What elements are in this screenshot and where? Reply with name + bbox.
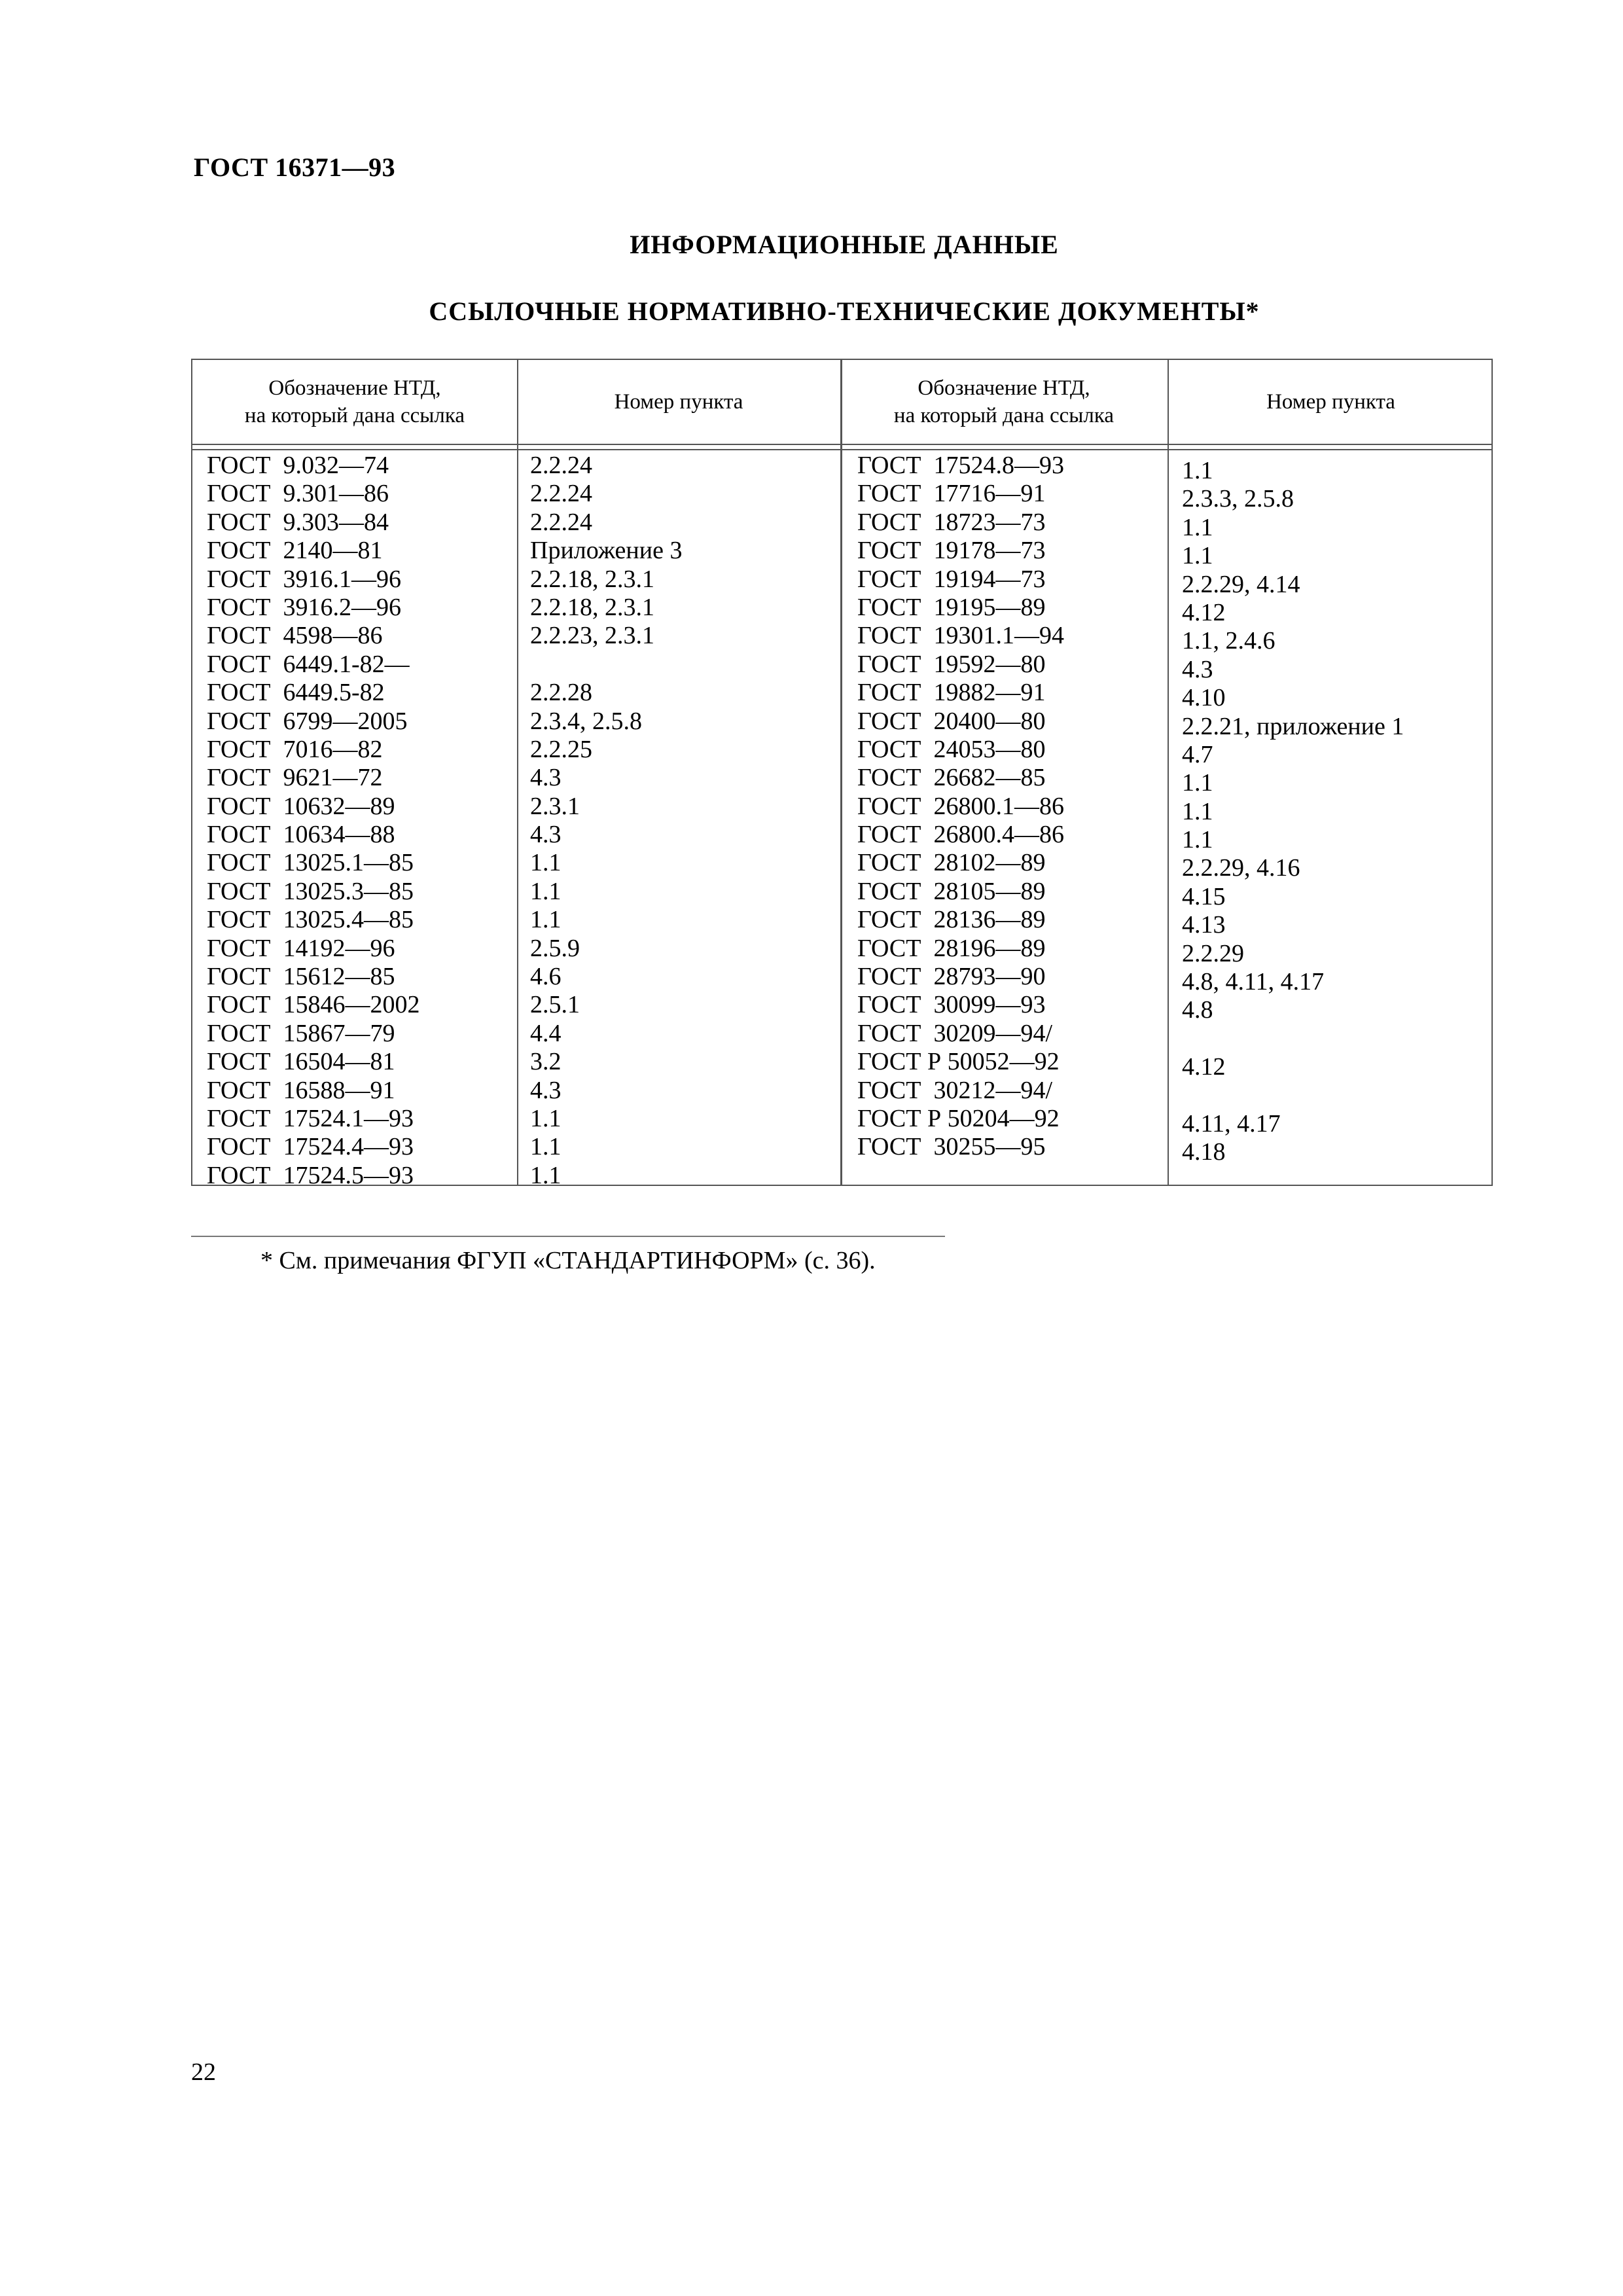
designation-cell: ГОСТ 15612—85 [207, 963, 395, 991]
designation-cell: ГОСТ 17524.5—93 [207, 1161, 414, 1189]
designation-cell: ГОСТ 26800.1—86 [857, 792, 1064, 820]
designation-cell: ГОСТ 3916.1—96 [207, 565, 401, 593]
clause-cell: 2.2.18, 2.3.1 [530, 593, 654, 621]
designation-cell: ГОСТ 19178—73 [857, 537, 1046, 565]
designation-cell: ГОСТ 19194—73 [857, 565, 1046, 593]
designation-cell: ГОСТ 13025.3—85 [207, 877, 414, 905]
clause-cell: 1.1 [1182, 542, 1213, 570]
footnote: * См. примечания ФГУП «СТАНДАРТИНФОРМ» (с. 36). [260, 1247, 876, 1274]
column-divider [1168, 360, 1169, 1185]
designation-cell: ГОСТ 19195—89 [857, 593, 1046, 621]
clause-cell: 2.2.24 [530, 480, 592, 508]
header-double-rule [192, 444, 1491, 450]
designation-cell: ГОСТ 15846—2002 [207, 991, 420, 1019]
designation-cell: ГОСТ 10632—89 [207, 792, 395, 820]
clause-cell: 1.1 [530, 1161, 562, 1189]
clause-cell [1182, 1025, 1404, 1053]
clause-cell: 1.1 [1182, 797, 1213, 825]
designation-cell: ГОСТ 9.303—84 [207, 508, 389, 536]
clause-cell: 2.2.29, 4.16 [1182, 854, 1300, 882]
designation-cell: ГОСТ 28793—90 [857, 963, 1046, 991]
clause-cell: 4.3 [1182, 655, 1213, 683]
designation-cell: ГОСТ 28136—89 [857, 906, 1046, 934]
right-clause-column [1182, 457, 1404, 1167]
designation-cell: ГОСТ 19592—80 [857, 650, 1046, 678]
designation-cell: ГОСТ 20400—80 [857, 707, 1046, 735]
designation-cell: ГОСТ 16588—91 [207, 1076, 395, 1104]
designation-cell: ГОСТ 15867—79 [207, 1019, 395, 1047]
designation-cell: ГОСТ 26682—85 [857, 764, 1046, 792]
clause-cell: 1.1 [530, 1104, 562, 1132]
designation-cell: ГОСТ 9.032—74 [207, 452, 389, 479]
designation-cell: ГОСТ 17524.8—93 [857, 452, 1064, 479]
designation-cell: ГОСТ 26800.4—86 [857, 821, 1064, 849]
clause-cell: 4.11, 4.17 [1182, 1109, 1281, 1138]
clause-cell: 4.8, 4.11, 4.17 [1182, 968, 1325, 996]
clause-cell: 4.18 [1182, 1138, 1226, 1166]
clause-cell [1182, 1082, 1404, 1110]
designation-cell: ГОСТ 28105—89 [857, 877, 1046, 905]
clause-cell: 4.15 [1182, 882, 1226, 910]
header-designation-line2: на который дана ссылка [244, 404, 465, 427]
designation-cell: ГОСТ 30209—94/ [857, 1019, 1053, 1047]
clause-cell: 1.1 [1182, 769, 1213, 797]
clause-cell: 2.2.24 [530, 508, 592, 536]
document-code: ГОСТ 16371—93 [194, 152, 396, 182]
header-clause-right: Номер пункта [1266, 390, 1395, 414]
clause-cell: 1.1 [1182, 513, 1213, 541]
designation-cell: ГОСТ 2140—81 [207, 537, 383, 565]
right-designation-column [857, 452, 1064, 1162]
designation-cell: ГОСТ 17524.1—93 [207, 1104, 414, 1132]
references-table [191, 359, 1493, 1189]
designation-cell: ГОСТ 24053—80 [857, 735, 1046, 763]
designation-cell: ГОСТ 30255—95 [857, 1133, 1046, 1161]
clause-cell: 4.6 [530, 963, 562, 991]
clause-cell: 4.3 [530, 821, 562, 849]
clause-cell: 2.2.29, 4.14 [1182, 570, 1300, 598]
page-number: 22 [191, 2058, 216, 2086]
clause-cell: 2.2.21, приложение 1 [1182, 712, 1404, 740]
clause-cell: 4.3 [530, 764, 562, 792]
clause-cell: 1.1, 2.4.6 [1182, 627, 1275, 655]
clause-cell: 4.10 [1182, 684, 1226, 712]
designation-cell: ГОСТ 7016—82 [207, 735, 383, 763]
designation-cell: ГОСТ 17524.4—93 [207, 1133, 414, 1161]
designation-cell: ГОСТ 30099—93 [857, 991, 1046, 1019]
clause-cell: 3.2 [530, 1048, 562, 1076]
clause-cell: 4.8 [1182, 996, 1213, 1024]
clause-cell: 2.2.28 [530, 679, 592, 707]
designation-cell: ГОСТ 3916.2—96 [207, 593, 401, 621]
header-designation-line2: на который дана ссылка [893, 404, 1115, 427]
clause-cell: 4.3 [530, 1076, 562, 1104]
designation-cell: ГОСТ 30212—94/ [857, 1076, 1053, 1104]
clause-cell [530, 651, 682, 679]
clause-cell: 2.3.1 [530, 792, 580, 820]
clause-cell: 2.5.9 [530, 934, 580, 962]
clause-cell: 1.1 [1182, 826, 1213, 854]
clause-cell: 2.2.18, 2.3.1 [530, 565, 654, 593]
clause-cell: 1.1 [530, 877, 562, 905]
designation-cell: ГОСТ 19301.1—94 [857, 622, 1064, 650]
clause-cell: 4.13 [1182, 911, 1226, 939]
header-designation-line1: Обозначение НТД, [918, 376, 1090, 400]
header-clause-left: Номер пункта [614, 390, 743, 414]
designation-cell: ГОСТ 6449.1-82— [207, 650, 410, 678]
designation-cell: ГОСТ 10634—88 [207, 821, 395, 849]
clause-cell: 2.2.24 [530, 452, 592, 479]
clause-cell: 2.2.29 [1182, 939, 1244, 967]
designation-cell: ГОСТ Р 50204—92 [857, 1104, 1060, 1132]
clause-cell: 2.2.25 [530, 735, 592, 763]
clause-cell: 2.3.3, 2.5.8 [1182, 485, 1294, 513]
clause-cell: 1.1 [530, 906, 562, 934]
section-title-information: ИНФОРМАЦИОННЫЕ ДАННЫЕ [630, 230, 1059, 259]
designation-cell: ГОСТ 28102—89 [857, 849, 1046, 877]
left-clause-column [530, 452, 682, 1190]
clause-cell: 2.3.4, 2.5.8 [530, 707, 642, 735]
designation-cell: ГОСТ 28196—89 [857, 934, 1046, 962]
section-title-references: ССЫЛОЧНЫЕ НОРМАТИВНО-ТЕХНИЧЕСКИЕ ДОКУМЕНТЫ* [429, 296, 1260, 326]
clause-cell: 4.4 [530, 1019, 562, 1047]
designation-cell: ГОСТ 13025.1—85 [207, 849, 414, 877]
column-divider-center [840, 360, 842, 1185]
designation-cell: ГОСТ 13025.4—85 [207, 906, 414, 934]
designation-cell: ГОСТ 9.301—86 [207, 480, 389, 508]
clause-cell: 2.2.23, 2.3.1 [530, 622, 654, 650]
designation-cell: ГОСТ 6799—2005 [207, 707, 408, 735]
clause-cell: Приложение 3 [530, 537, 683, 565]
clause-cell: 4.7 [1182, 740, 1213, 768]
designation-cell: ГОСТ 18723—73 [857, 508, 1046, 536]
clause-cell: 1.1 [530, 1133, 562, 1161]
footnote-separator [191, 1236, 945, 1237]
designation-cell: ГОСТ 9621—72 [207, 764, 383, 792]
header-designation-line1: Обозначение НТД, [268, 376, 441, 400]
designation-cell: ГОСТ 14192—96 [207, 934, 395, 962]
header-designation-left [192, 360, 517, 444]
designation-cell: ГОСТ 6449.5-82 [207, 679, 385, 707]
left-designation-column [207, 452, 420, 1190]
clause-cell: 1.1 [530, 849, 562, 877]
column-divider [517, 360, 518, 1185]
clause-cell: 4.12 [1182, 598, 1226, 626]
clause-cell: 2.5.1 [530, 991, 580, 1019]
designation-cell: ГОСТ 4598—86 [207, 622, 383, 650]
designation-cell: ГОСТ 19882—91 [857, 679, 1046, 707]
designation-cell: ГОСТ Р 50052—92 [857, 1048, 1060, 1076]
header-designation-right [840, 360, 1168, 444]
clause-cell: 4.12 [1182, 1053, 1226, 1081]
designation-cell: ГОСТ 17716—91 [857, 480, 1046, 508]
clause-cell: 1.1 [1182, 457, 1213, 484]
designation-cell: ГОСТ 16504—81 [207, 1048, 395, 1076]
